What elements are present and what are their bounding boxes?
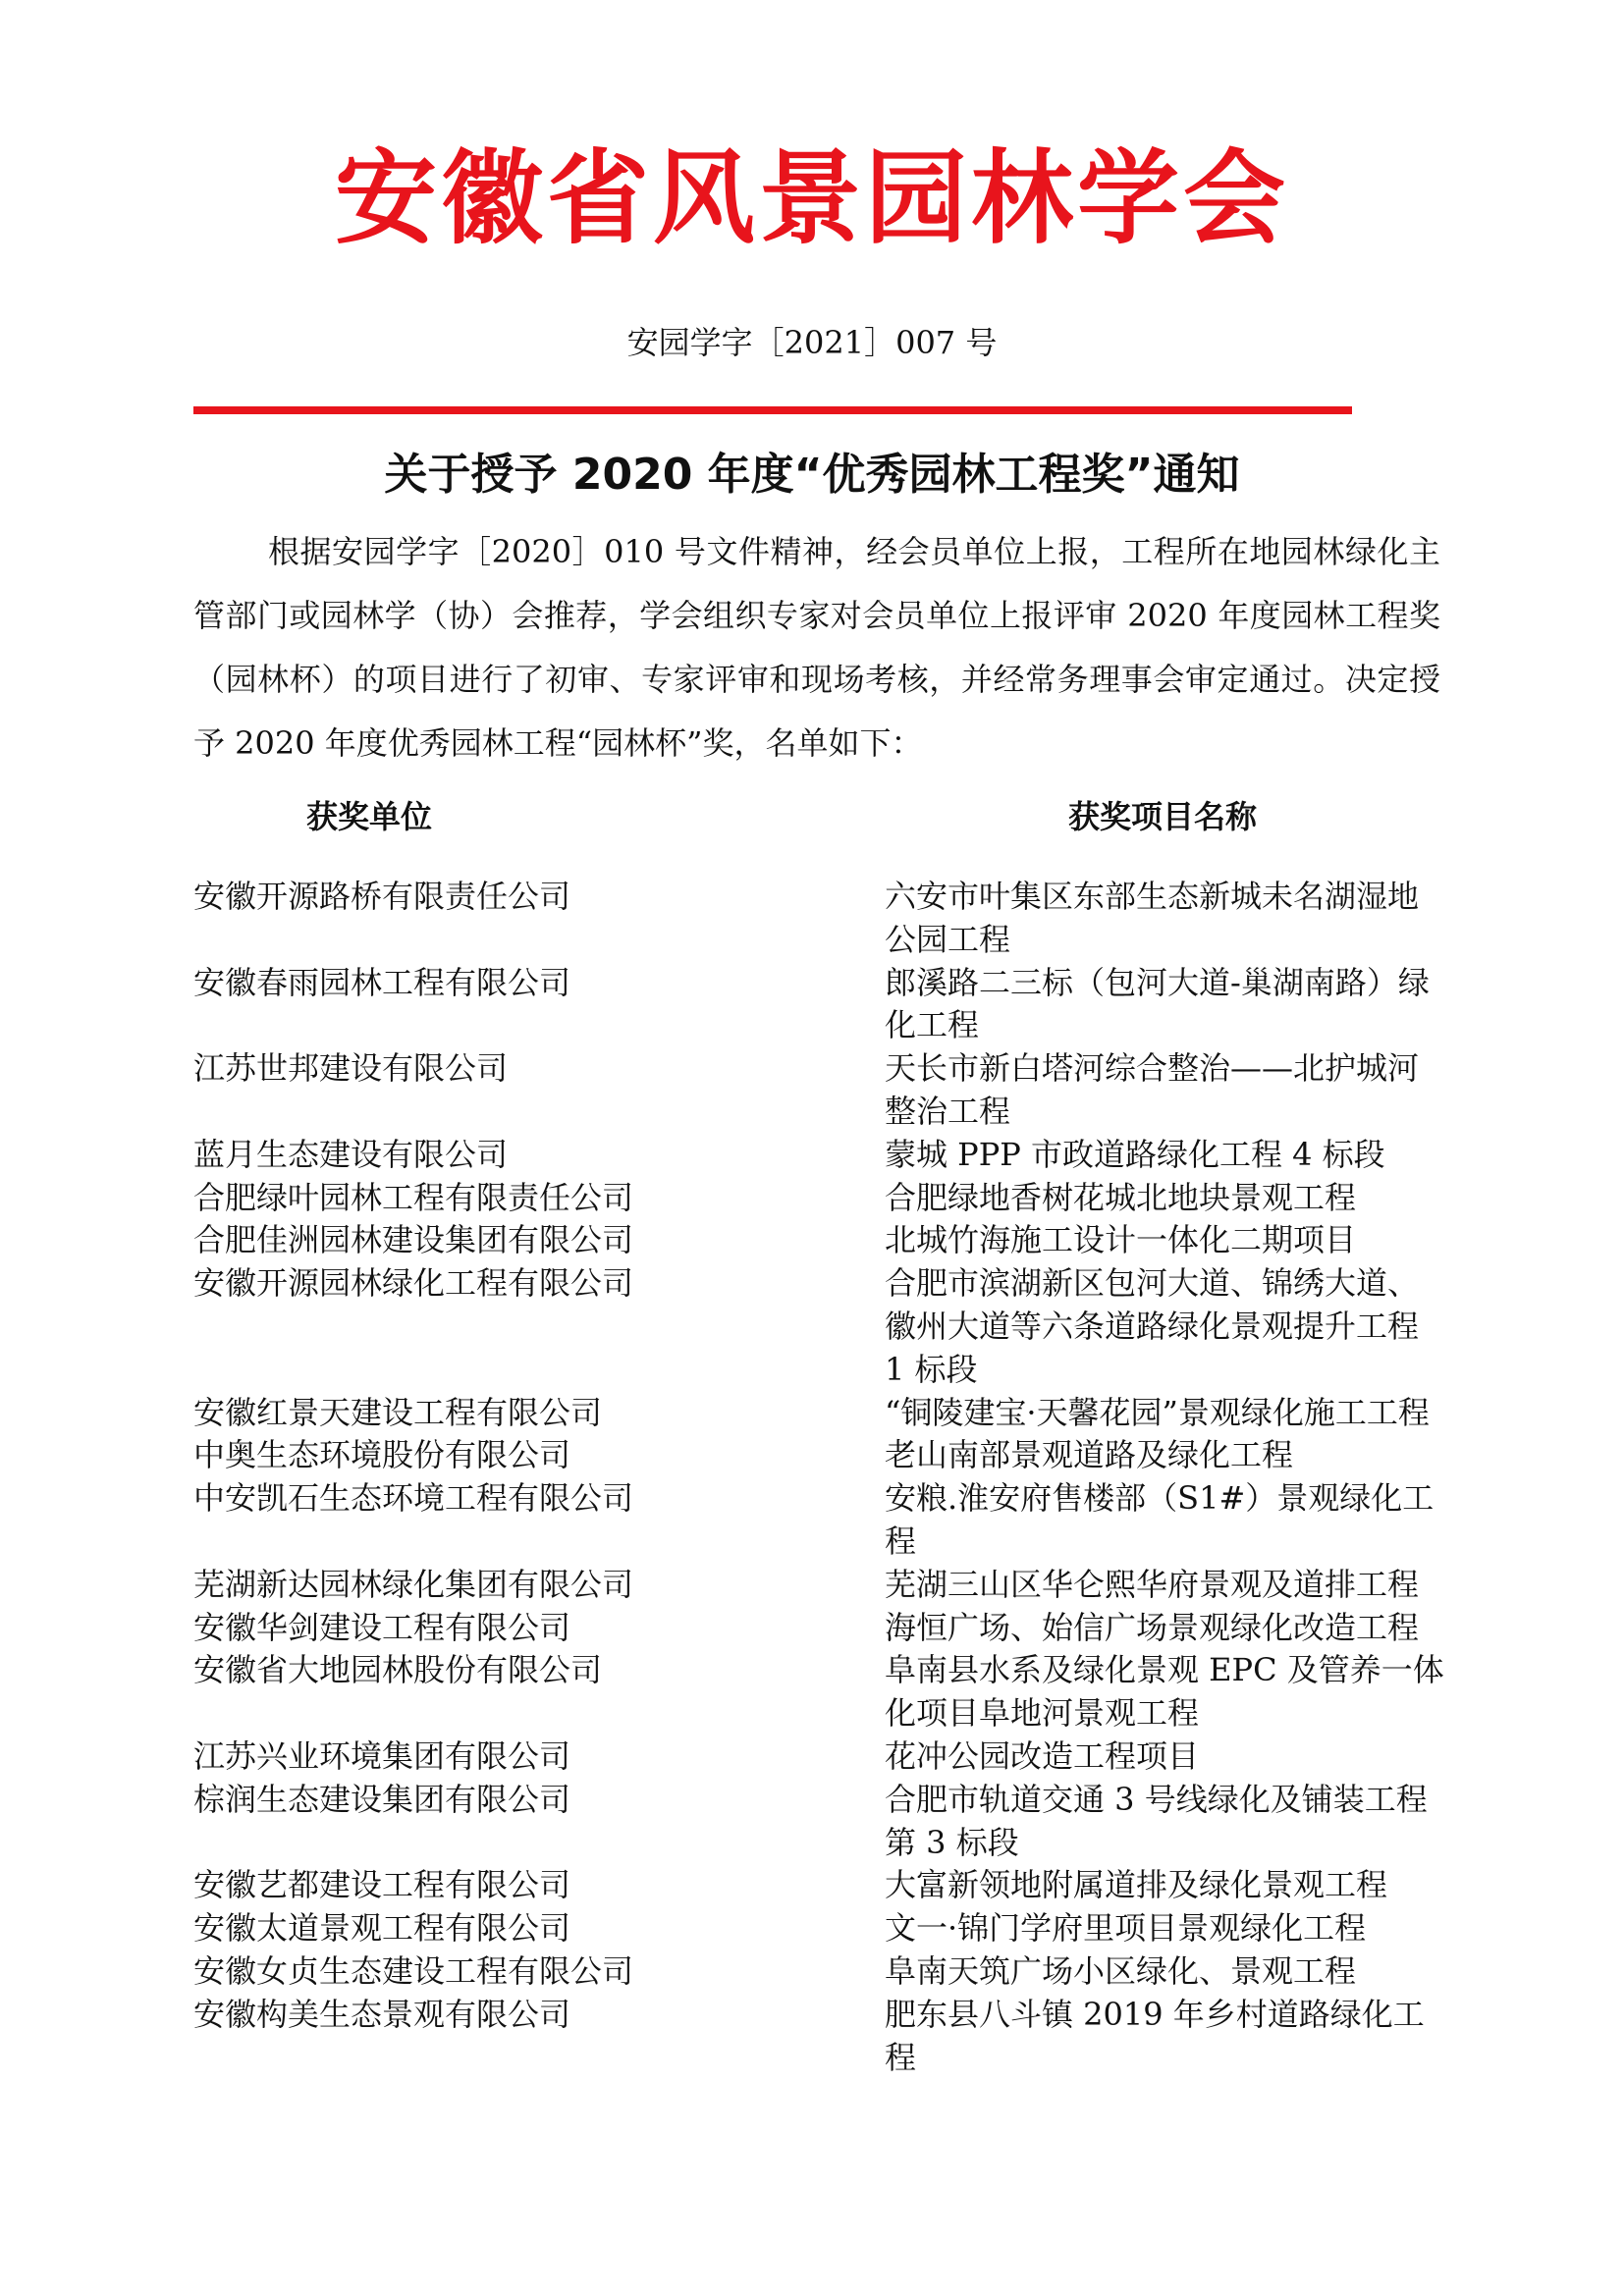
document-number: 安园学字［2021］007 号: [626, 324, 998, 361]
award-row: [193, 1392, 1460, 1435]
award-unit: 安徽太道景观工程有限公司: [193, 1909, 571, 1948]
award-project: 天长市新白塔河综合整治——北护城河整治工程: [885, 1049, 1420, 1130]
award-unit: 安徽开源园林绿化工程有限公司: [193, 1264, 634, 1303]
award-unit: 棕润生态建设集团有限公司: [193, 1780, 571, 1818]
award-unit: 安徽省大地园林股份有限公司: [193, 1651, 603, 1689]
award-row: [193, 1779, 1460, 1865]
award-unit: 中安凯石生态环境工程有限公司: [193, 1479, 634, 1518]
award-project: 芜湖三山区华仑熙华府景观及道排工程: [885, 1565, 1420, 1603]
organization-title: 安徽省风景园林学会: [334, 138, 1289, 258]
notice-title: 关于授予 2020 年度“优秀园林工程奖”通知: [384, 450, 1240, 500]
award-row: [193, 1564, 1460, 1607]
award-project: 花冲公园改造工程项目: [885, 1736, 1200, 1775]
award-project: 安粮.淮安府售楼部（S1#）景观绿化工程: [885, 1479, 1435, 1560]
award-row: [193, 1649, 1460, 1735]
award-row: [193, 876, 1460, 962]
award-project: 文一·锦门学府里项目景观绿化工程: [885, 1909, 1367, 1948]
award-project: 合肥市滨湖新区包河大道、锦绣大道、徽州大道等六条道路绿化景观提升工程 1 标段: [885, 1264, 1420, 1388]
award-row: [193, 1219, 1460, 1262]
column-header-unit: 获奖单位: [306, 798, 433, 835]
column-header-project: 获奖项目名称: [1068, 798, 1258, 835]
award-project: 阜南县水系及绿化景观 EPC 及管养一体化项目阜地河景观工程: [885, 1651, 1444, 1733]
award-list: [193, 876, 1460, 2079]
award-project: 六安市叶集区东部生态新城未名湖湿地公园工程: [885, 878, 1420, 958]
award-row: [193, 1177, 1460, 1220]
award-unit: 江苏兴业环境集团有限公司: [193, 1736, 571, 1775]
award-unit: 安徽艺都建设工程有限公司: [193, 1866, 571, 1904]
award-project: 海恒广场、始信广场景观绿化改造工程: [885, 1608, 1420, 1646]
award-row: [193, 1477, 1460, 1564]
award-row: [193, 1434, 1460, 1477]
award-project: 阜南天筑广场小区绿化、景观工程: [885, 1951, 1357, 1990]
award-unit: 蓝月生态建设有限公司: [193, 1135, 509, 1173]
award-project: 肥东县八斗镇 2019 年乡村道路绿化工程: [885, 1995, 1425, 2076]
award-unit: 安徽开源路桥有限责任公司: [193, 878, 571, 915]
award-row: [193, 1134, 1460, 1177]
award-unit: 安徽红景天建设工程有限公司: [193, 1393, 603, 1431]
award-unit: 江苏世邦建设有限公司: [193, 1049, 509, 1088]
award-unit: 安徽华剑建设工程有限公司: [193, 1608, 571, 1646]
award-row: [193, 1950, 1460, 1994]
award-unit: 合肥绿叶园林工程有限责任公司: [193, 1178, 634, 1216]
award-row: [193, 1735, 1460, 1779]
award-project: 合肥市轨道交通 3 号线绿化及铺装工程第 3 标段: [885, 1780, 1428, 1861]
award-project: 合肥绿地香树花城北地块景观工程: [885, 1178, 1357, 1216]
award-project: 老山南部景观道路及绿化工程: [885, 1436, 1294, 1474]
award-project: 大富新领地附属道排及绿化景观工程: [885, 1866, 1388, 1904]
award-project: 郎溪路二三标（包河大道-巢湖南路）绿化工程: [885, 963, 1430, 1044]
award-row: [193, 962, 1460, 1048]
award-row: [193, 1262, 1460, 1391]
award-row: [193, 1607, 1460, 1650]
award-row: [193, 1047, 1460, 1134]
award-unit: 中奥生态环境股份有限公司: [193, 1436, 571, 1474]
award-unit: 安徽女贞生态建设工程有限公司: [193, 1951, 634, 1990]
notice-body: 根据安园学字［2020］010 号文件精神，经会员单位上报，工程所在地园林绿化主管部门或园林学（协）会推荐，学会组织专家对会员单位上报评审 2020 年度园林工程奖（园林杯）的项目进行了初审、专家评审和现场考核，并经常务理事会审定通过。决定授予 2020 年度优秀园林工程“园林杯”奖，名单如下：: [193, 533, 1440, 762]
award-unit: 芜湖新达园林绿化集团有限公司: [193, 1565, 634, 1603]
award-unit: 合肥佳洲园林建设集团有限公司: [193, 1221, 634, 1259]
award-project: 蒙城 PPP 市政道路绿化工程 4 标段: [885, 1135, 1385, 1173]
award-unit: 安徽构美生态景观有限公司: [193, 1995, 571, 2033]
award-row: [193, 1864, 1460, 1907]
award-project: 北城竹海施工设计一体化二期项目: [885, 1221, 1357, 1259]
red-divider-line: [193, 406, 1352, 414]
award-project: “铜陵建宝·天馨花园”景观绿化施工工程: [885, 1393, 1430, 1431]
award-unit: 安徽春雨园林工程有限公司: [193, 963, 571, 1001]
award-row: [193, 1994, 1460, 2080]
award-row: [193, 1907, 1460, 1950]
